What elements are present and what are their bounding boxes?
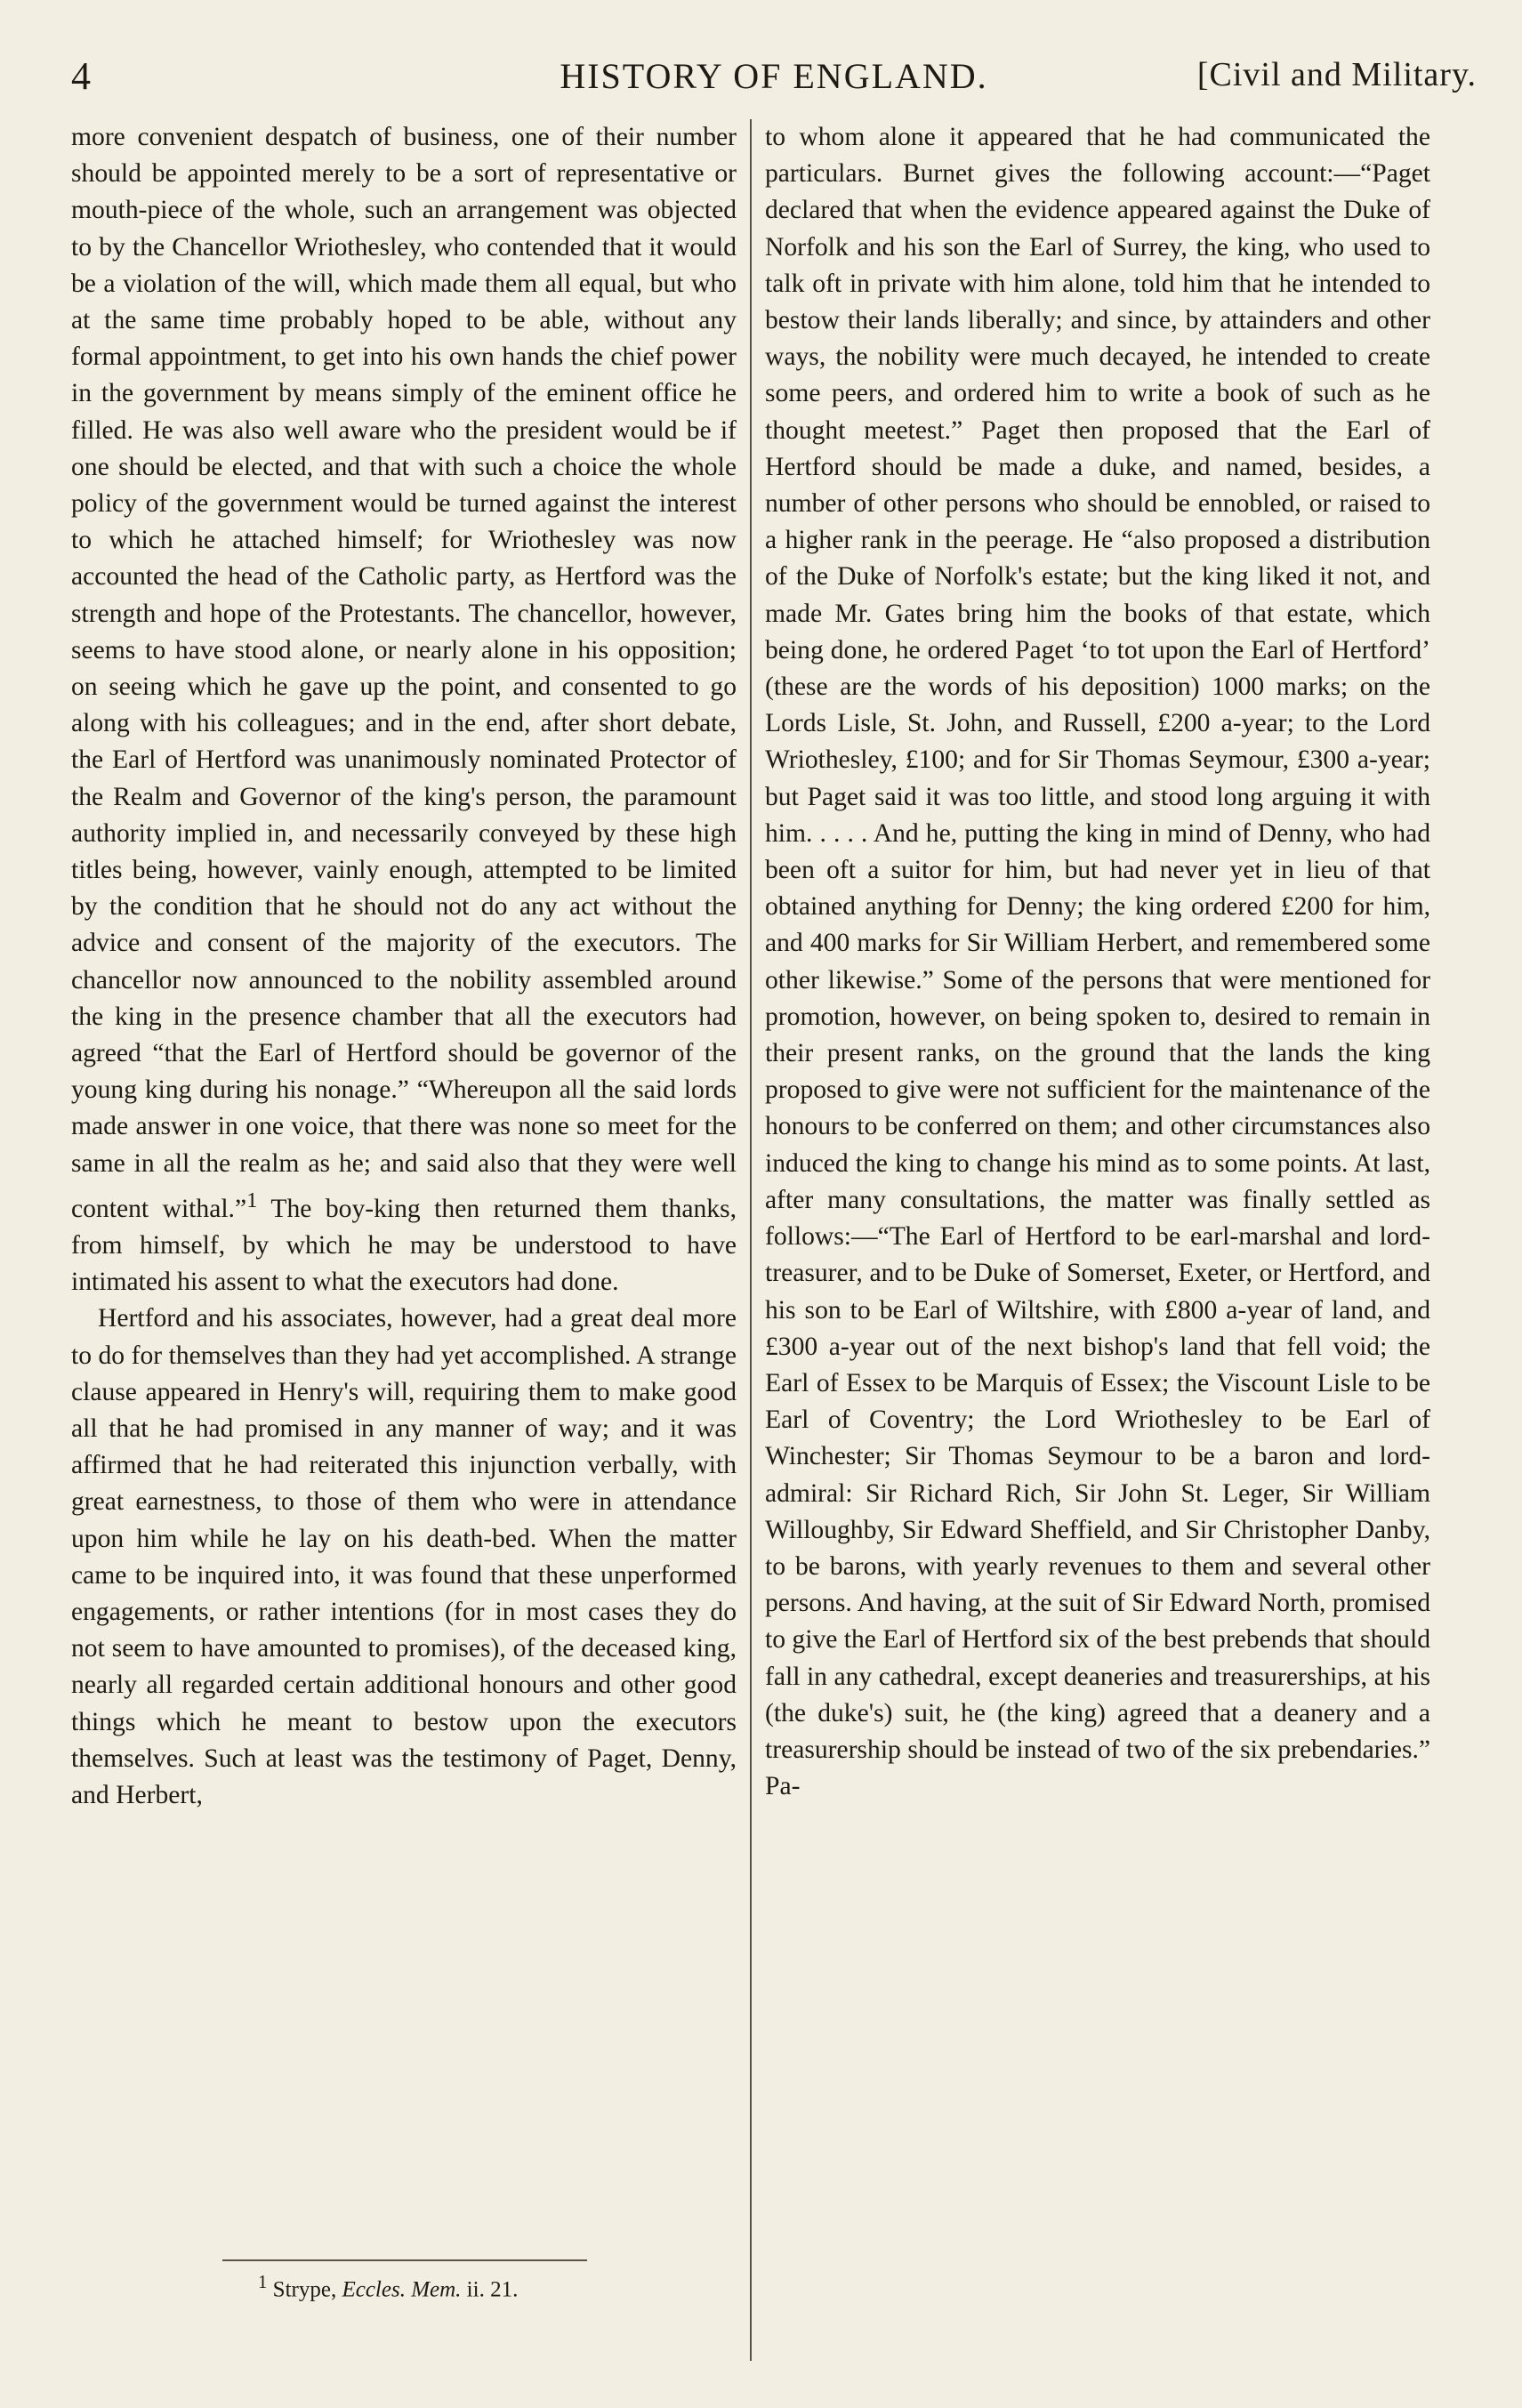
left-paragraph-1-end: The boy-king then returned them thanks, from himself, by which he may be understood to have intimated his assent to what the executors had done. — [71, 1194, 737, 1297]
running-head — [71, 46, 1477, 100]
footnote-author: Strype, — [272, 2277, 337, 2302]
left-column — [71, 119, 737, 1814]
footnote-locator: ii. 21. — [466, 2277, 519, 2302]
footnote-reference: 1 — [246, 1188, 258, 1212]
footnote-rule — [222, 2259, 587, 2261]
page-number: 4 — [71, 54, 93, 98]
footnote-number: 1 — [258, 2271, 268, 2292]
section-title: [Civil and Military. — [1196, 56, 1477, 93]
left-paragraph-2: Hertford and his associates, however, had a great deal more to do for themselves than they had yet accomplished. A strange clause appeared in Henry's will, requiring them to make good all that he had promised in any manner of way; and it was affirmed that he had reiterated this injunction verbally, with great earnestness, to those of them who were in attendance upon him while he lay on his death-bed. When the matter came to be inquired into, it was found that these unperformed engagements, or rather intentions (for in most cases they do not seem to have amounted to promises), of the deceased king, nearly all regarded certain additional honours and other good things which he meant to bestow upon the executors themselves. Such at least was the testimony of Paget, Denny, and Herbert, — [71, 1304, 737, 1809]
left-paragraph-1 — [71, 119, 737, 1301]
column-divider — [750, 119, 752, 2361]
right-column — [765, 119, 1430, 1805]
left-paragraph-1-text: more convenient despatch of business, one of their number should be appointed merely to be a sort of representative or mouth-piece of the whole, such an arrangement was objected to by the Chancellor Wriothesley, who contended that it would be a violation of the will, which made them all equal, but who at the same time probably hoped to be able, without any formal appointment, to get into his own hands the chief power in the government by means simply of the eminent office he filled. He was also well aware who the president would be if one should be elected, and that with such a choice the whole policy of the government would be turned against the interest to which he attached himself; for Wriothesley was now accounted the head of the Catholic party, as Hertford was the strength and hope of the Protestants. The chancellor, however, seems to have stood alone, or nearly alone in his opposition; on seeing which he gave up the point, and consented to go along with his colleagues; and in the end, after short debate, the Earl of Hertford was unanimously nominated Protector of the Realm and Governor of the king's person, the paramount authority implied in, and necessarily conveyed by these high titles being, however, vainly enough, attempted to be limited by the condition that he should not do any act without the advice and consent of the majority of the executors. The chancellor now announced to the nobility assembled around the king in the presence chamber that all the executors had agreed “that the Earl of Hertford should be governor of the young king during his nonage.” “Whereupon all the said lords made answer in one voice, that there was none so meet for the same in all the realm as he; and said also that they were well content withal.” — [71, 123, 737, 1223]
right-paragraph-1: to whom alone it appeared that he had communicated the particulars. Burnet gives the following account:—“Paget declared that when the evidence appeared against the Duke of Norfolk and his son the Earl of Surrey, the king, who used to talk oft in private with him alone, told him that he intended to bestow their lands liberally; and since, by attainders and other ways, the nobility were much decayed, he intended to create some peers, and ordered him to write a book of such as he thought meetest.” Paget then proposed that the Earl of Hertford should be made a duke, and named, besides, a number of other persons who should be ennobled, or raised to a higher rank in the peerage. He “also proposed a distribution of the Duke of Norfolk's estate; but the king liked it not, and made Mr. Gates bring him the books of that estate, which being done, he ordered Paget ‘to tot upon the Earl of Hertford’ (these are the words of his deposition) 1000 marks; on the Lords Lisle, St. John, and Russell, £200 a-year; to the Lord Wriothesley, £100; and for Sir Thomas Seymour, £300 a-year; but Paget said it was too little, and stood long arguing it with him. . . . . And he, putting the king in mind of Denny, who had been oft a suitor for him, but had never yet in lieu of that obtained anything for Denny; the king ordered £200 for him, and 400 marks for Sir William Herbert, and remembered some other likewise.” Some of the persons that were mentioned for promotion, however, on being spoken to, desired to remain in their present ranks, on the ground that the lands the king proposed to give were not sufficient for the maintenance of the honours to be conferred on them; and other circumstances also induced the king to change his mind as to some points. At last, after many consultations, the matter was finally settled as follows:—“The Earl of Hertford to be earl-marshal and lord-treasurer, and to be Duke of Somerset, Exeter, or Hertford, and his son to be Earl of Wiltshire, with £800 a-year of land, and £300 a-year out of the next bishop's land that fell void; the Earl of Essex to be Marquis of Essex; the Viscount Lisle to be Earl of Coventry; the Lord Wriothesley to be Earl of Winchester; Sir Thomas Seymour to be a baron and lord-admiral: Sir Richard Rich, Sir John St. Leger, Sir William Willoughby, Sir Edward Sheffield, and Sir Christopher Danby, to be barons, with yearly revenues to them and several other persons. And having, at the suit of Sir Edward North, promised to give the Earl of Hertford six of the best prebends that should fall in any cathedral, except deaneries and treasurerships, at his (the duke's) suit, he (the king) agreed that a deanery and a treasurership should be instead of two of the six prebendaries.” Pa- — [765, 123, 1430, 1801]
book-title: HISTORY OF ENGLAND. — [560, 56, 988, 96]
footnote-work: Eccles. Mem. — [342, 2277, 462, 2302]
footnote — [258, 2271, 518, 2302]
